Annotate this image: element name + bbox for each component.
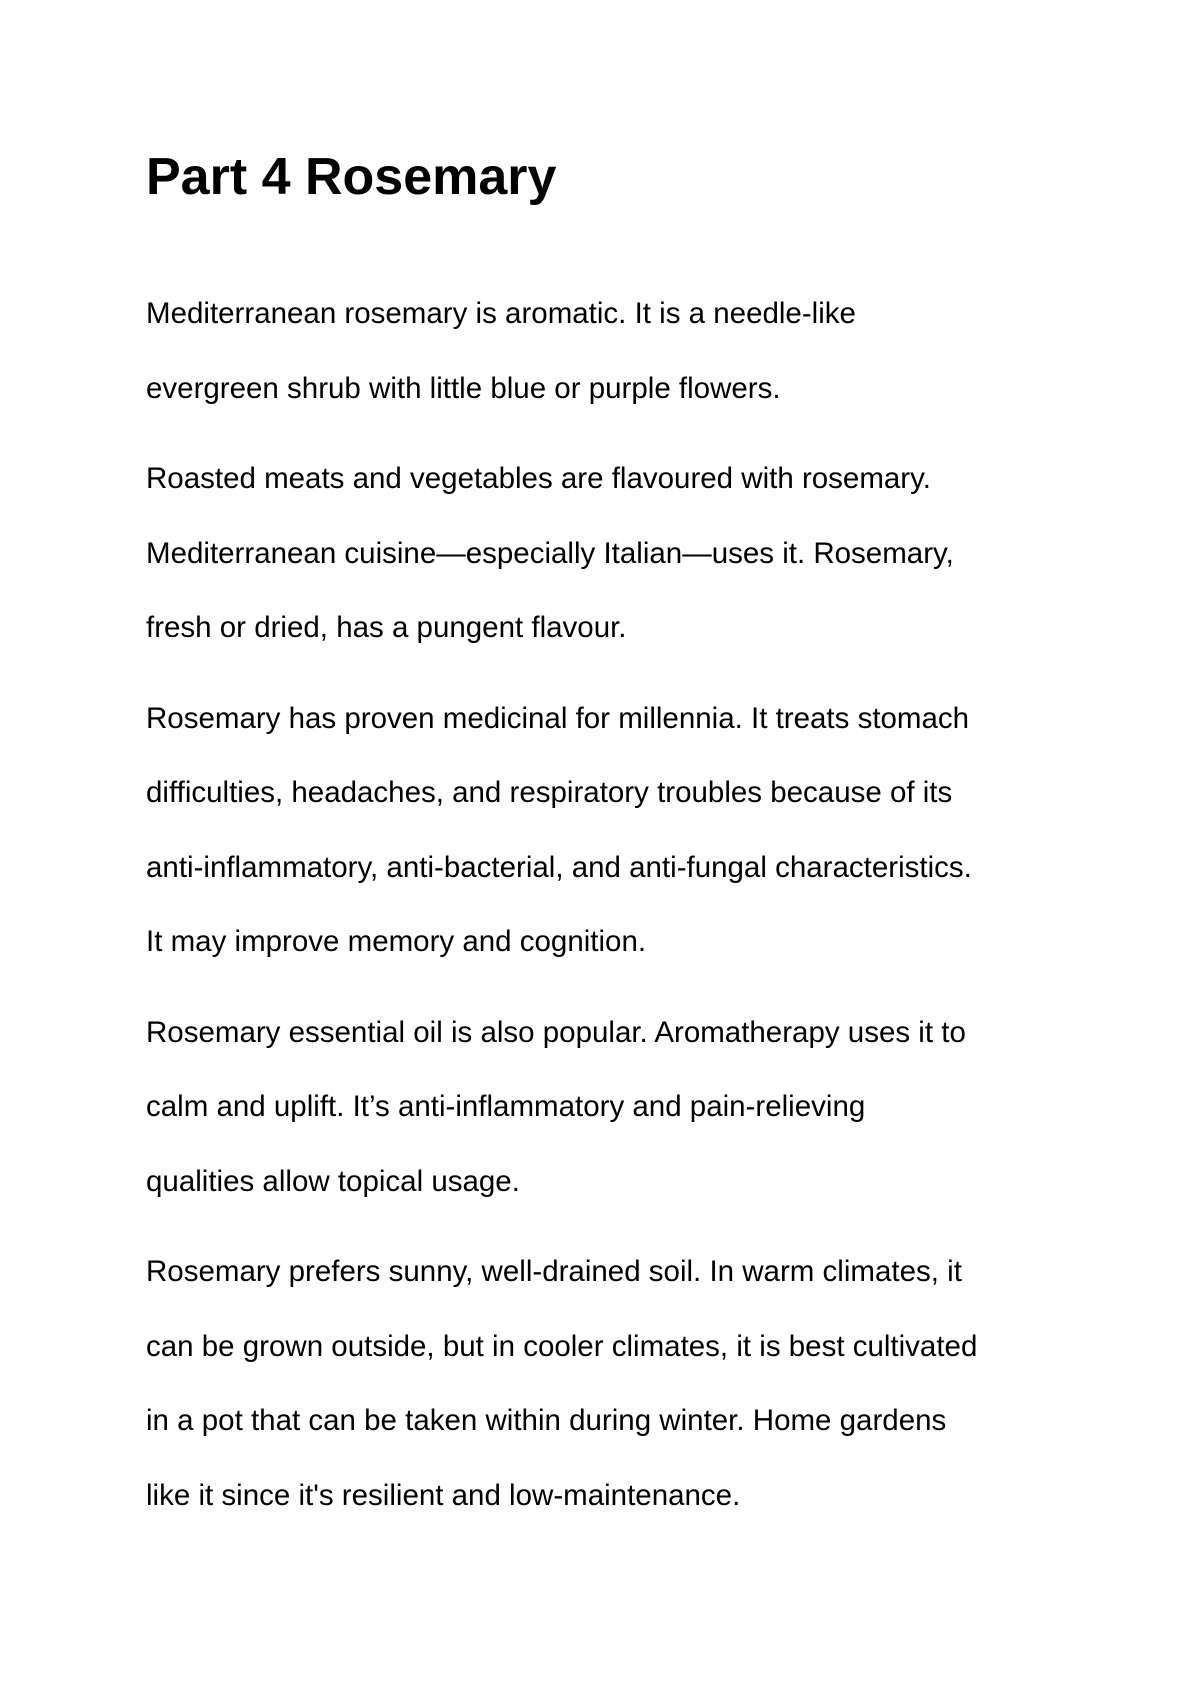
document-body	[146, 142, 1076, 1533]
paragraph-line: anti-inflammatory, anti-bacterial, and anti-fungal characteristics.	[146, 850, 972, 884]
paragraph-line: Rosemary prefers sunny, well-drained soil. In warm climates, it	[146, 1255, 962, 1288]
paragraph-line: Roasted meats and vegetables are flavoured with rosemary.	[146, 462, 931, 495]
paragraph-line: Mediterranean rosemary is aromatic. It is a needle-like	[146, 297, 856, 330]
paragraph-line: qualities allow topical usage.	[146, 1164, 520, 1198]
paragraph-line: fresh or dried, has a pungent flavour.	[146, 611, 627, 644]
paragraph-line: in a pot that can be taken within during winter. Home gardens	[146, 1404, 947, 1437]
paragraph-line: evergreen shrub with little blue or purple flowers.	[146, 371, 781, 405]
paragraph-culinary-use	[146, 442, 1076, 666]
page-title: Part 4 Rosemary	[146, 148, 557, 206]
paragraph-line: Rosemary essential oil is also popular. Aromatherapy uses it to	[146, 1015, 966, 1049]
paragraph-cultivation	[146, 1235, 1076, 1533]
paragraph-line: Mediterranean cuisine—especially Italian—uses it. Rosemary,	[146, 536, 954, 570]
paragraph-line: like it since it's resilient and low-maintenance.	[146, 1478, 741, 1512]
paragraph-essential-oil	[146, 996, 1076, 1220]
paragraph-description	[146, 277, 1076, 426]
paragraph-medicinal-use	[146, 682, 1076, 980]
paragraph-line: Rosemary has proven medicinal for millennia. It treats stomach	[146, 701, 970, 735]
paragraph-line: calm and uplift. It’s anti-inflammatory and pain-relieving	[146, 1090, 866, 1123]
paragraph-line: difficulties, headaches, and respiratory troubles because of its	[146, 776, 953, 809]
paragraph-line: can be grown outside, but in cooler climates, it is best cultivated	[146, 1329, 978, 1363]
paragraph-line: It may improve memory and cognition.	[146, 925, 647, 958]
